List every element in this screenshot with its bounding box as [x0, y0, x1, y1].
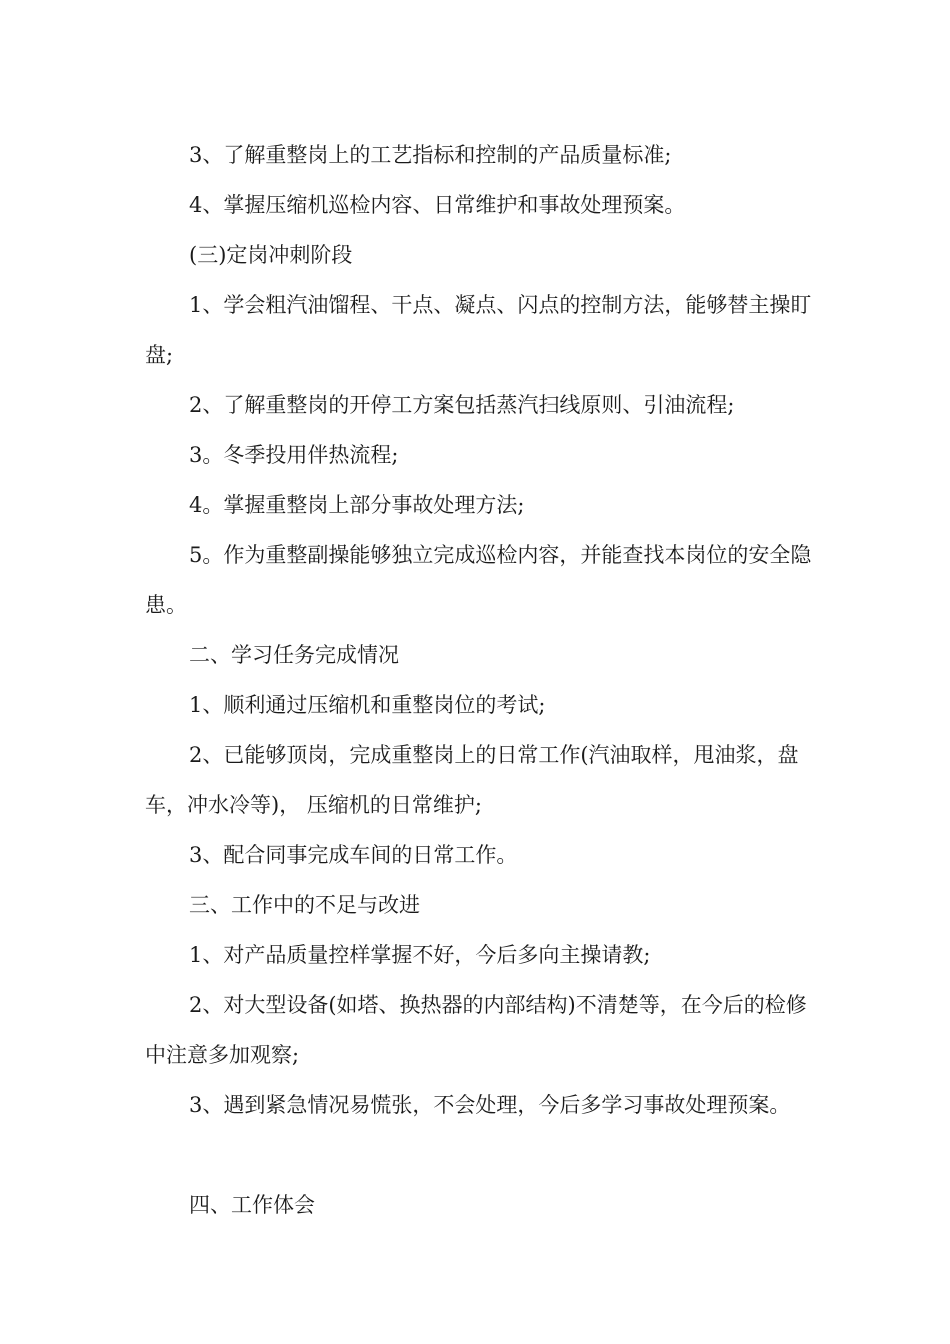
- document-body: [145, 130, 815, 1230]
- paragraph-item-3-winter: 3。冬季投用伴热流程;: [189, 443, 399, 467]
- paragraph-item-5-inspection: 5。作为重整副操能够独立完成巡检内容，并能查找本岗位的安全隐患。: [145, 543, 812, 617]
- paragraph-item-4-compressor: 4、掌握压缩机巡检内容、日常维护和事故处理预案。: [189, 193, 686, 217]
- section-heading-experience: 四、工作体会: [189, 1193, 315, 1217]
- paragraph-item-3-cooperation: 3、配合同事完成车间的日常工作。: [189, 843, 518, 867]
- paragraph-item-4-accident: 4。掌握重整岗上部分事故处理方法;: [189, 493, 525, 517]
- paragraph-item-1-exam: 1、顺利通过压缩机和重整岗位的考试;: [189, 693, 546, 717]
- paragraph-item-2-startup: 2、了解重整岗的开停工方案包括蒸汽扫线原则、引油流程;: [189, 393, 735, 417]
- paragraph-item-2-daily-work: 2、已能够顶岗，完成重整岗上的日常工作(汽油取样，甩油浆，盘车，冲水冷等)， 压缩机的日常维护;: [145, 743, 799, 817]
- section-heading-task-completion: 二、学习任务完成情况: [189, 643, 399, 667]
- section-heading-stage-3: (三)定岗冲刺阶段: [189, 243, 353, 267]
- paragraph-item-1-quality: 1、对产品质量控样掌握不好，今后多向主操请教;: [189, 943, 651, 967]
- paragraph-item-3-standards: 3、了解重整岗上的工艺指标和控制的产品质量标准;: [189, 143, 672, 167]
- paragraph-item-3-emergency: 3、遇到紧急情况易慌张，不会处理，今后多学习事故处理预案。: [189, 1093, 791, 1117]
- section-heading-shortcomings: 三、工作中的不足与改进: [189, 893, 420, 917]
- paragraph-item-1-control: 1、学会粗汽油馏程、干点、凝点、闪点的控制方法，能够替主操盯盘;: [145, 293, 812, 367]
- paragraph-item-2-equipment: 2、对大型设备(如塔、换热器的内部结构)不清楚等，在今后的检修中注意多加观察;: [145, 993, 807, 1067]
